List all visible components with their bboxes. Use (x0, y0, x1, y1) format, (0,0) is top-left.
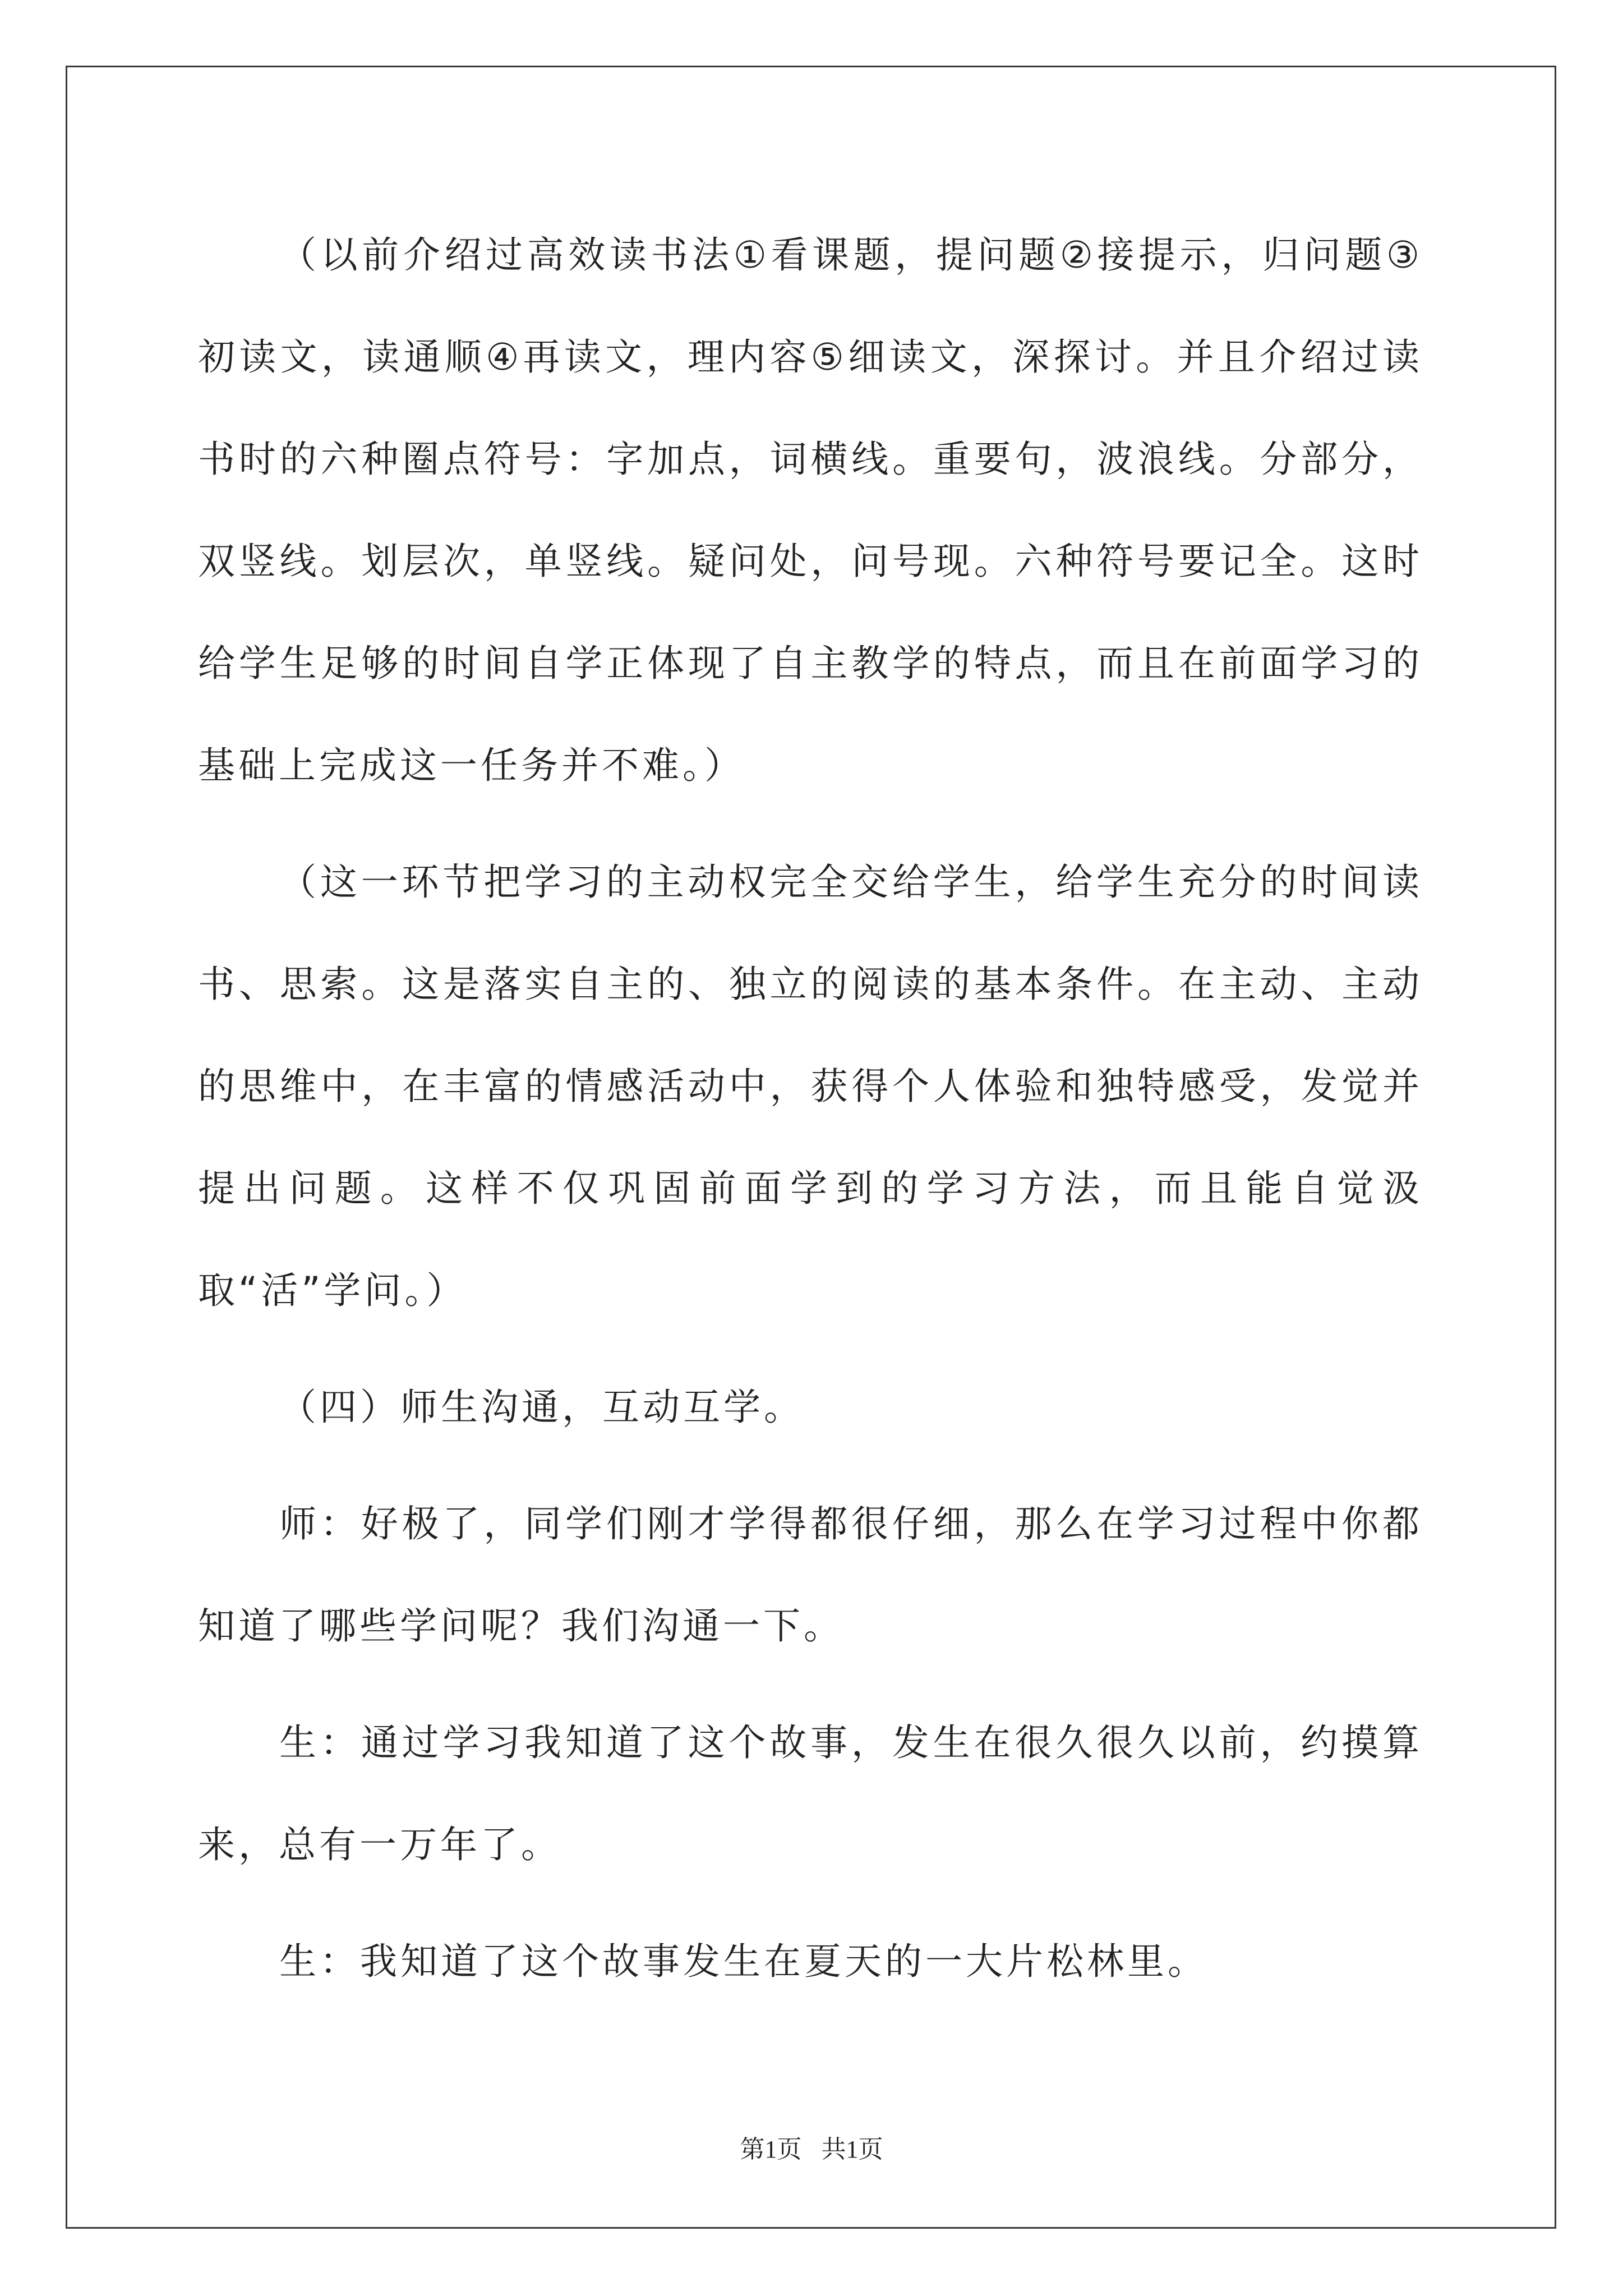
paragraph-2: （这一环节把学习的主动权完全交给学生，给学生充分的时间读书、思索。这是落实自主的、独立的阅读的基本条件。在主动、主动的思维中，在丰富的情感活动中，获得个人体验和独特感受，发觉并提出问题。这样不仅巩固前面学到的学习方法，而且能自觉汲取“活”学问。） (198, 861, 1423, 1312)
paragraph-1: （以前介绍过高效读书法①看课题，提问题②接提示，归问题③初读文，读通顺④再读文，理内容⑤细读文，深探讨。并且介绍过读书时的六种圈点符号：字加点，词横线。重要句，波浪线。分部分，双竖线。划层次，单竖线。疑问处，问号现。六种符号要记全。这时给学生足够的时间自学正体现了自主教学的特点，而且在前面学习的基础上完成这一任务并不难。） (198, 233, 1423, 787)
paragraph-3: （四）师生沟通，互动互学。 (279, 1386, 804, 1429)
page-footer (0, 2129, 1623, 2165)
paragraph-4: 师：好极了，同学们刚才学得都很仔细，那么在学习过程中你都知道了哪些学问呢？我们沟通一下。 (198, 1502, 1423, 1648)
document-body (198, 204, 1423, 2027)
paragraph-5: 生：通过学习我知道了这个故事，发生在很久很久以前，约摸算来，总有一万年了。 (198, 1721, 1423, 1866)
current-page-label: 第1页 (740, 2136, 802, 2163)
total-pages-label: 共1页 (821, 2136, 883, 2163)
paragraph-6: 生：我知道了这个故事发生在夏天的一大片松林里。 (279, 1940, 1208, 1983)
